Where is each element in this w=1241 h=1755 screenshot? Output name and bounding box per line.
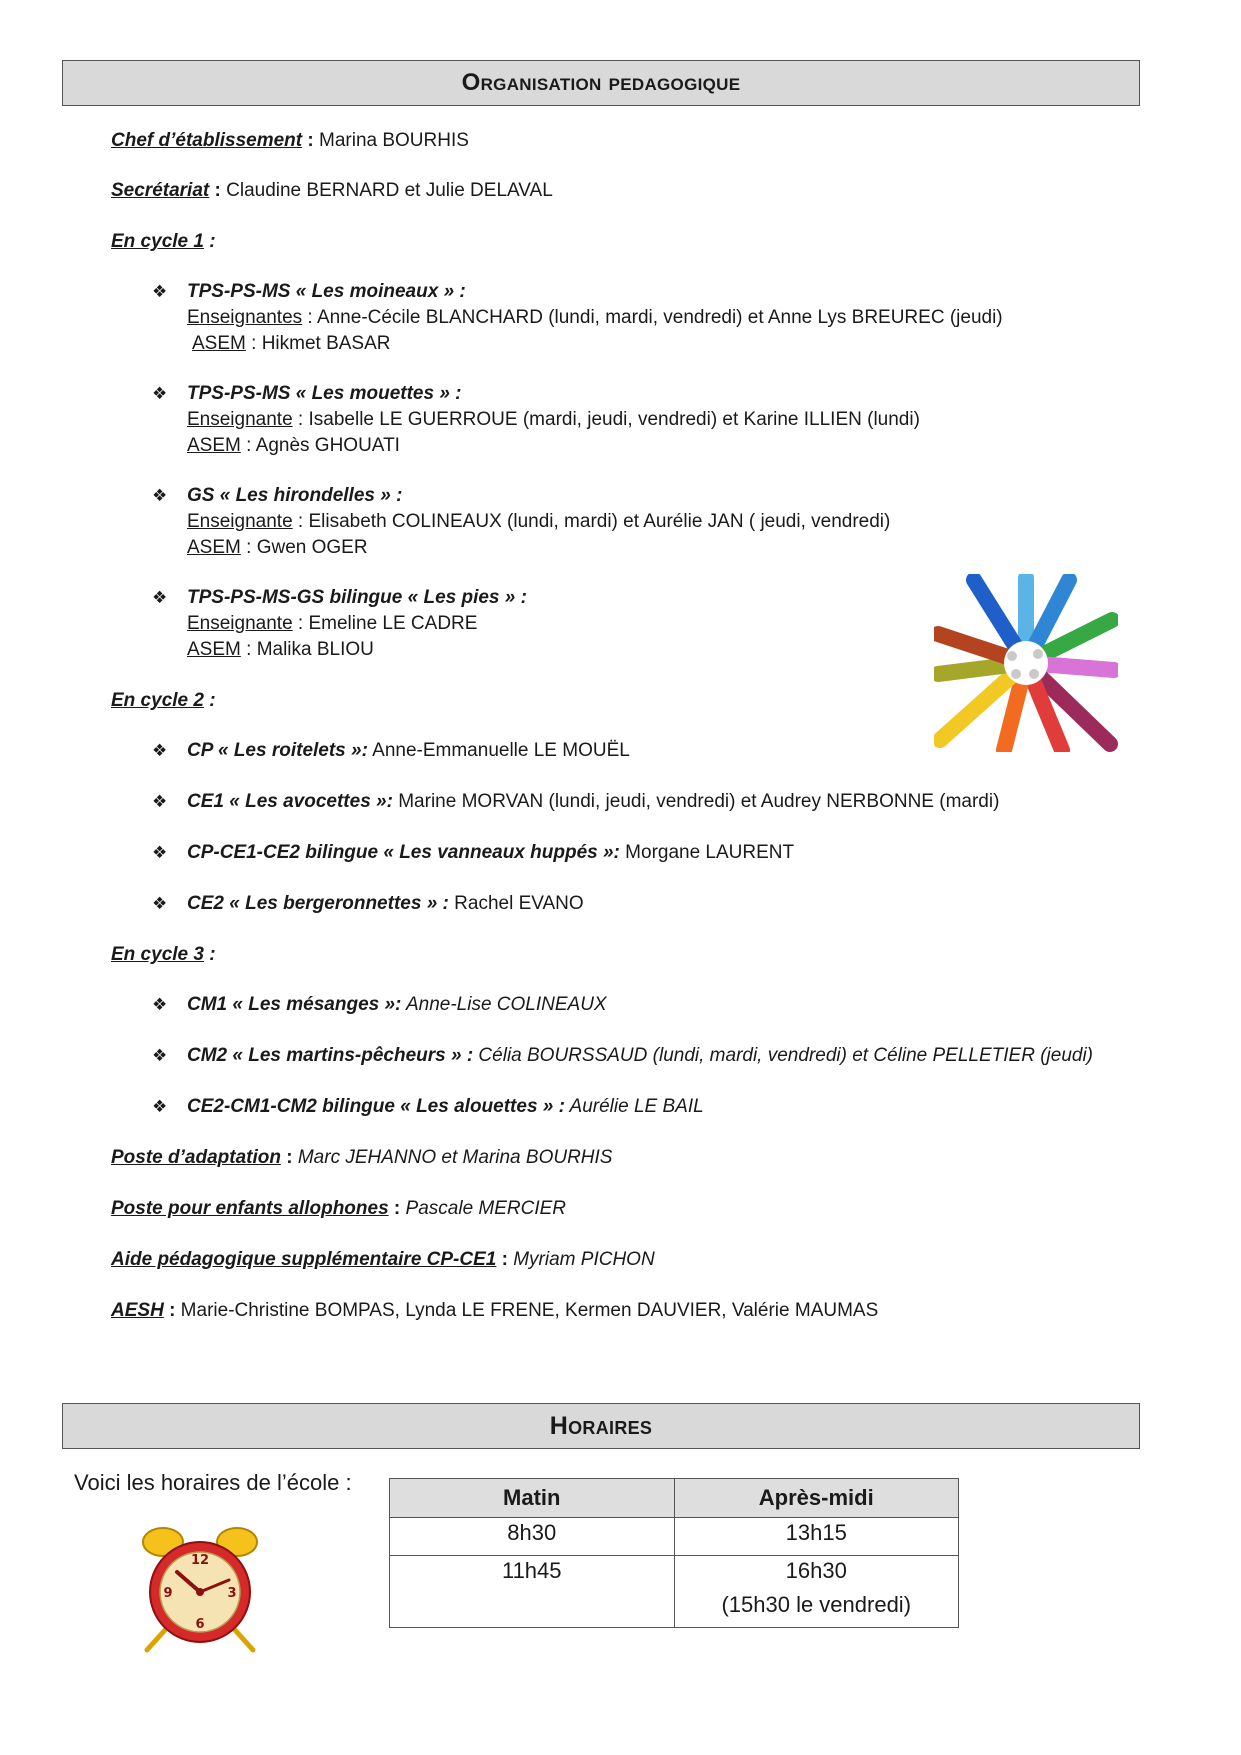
- cycle1-class-name: [187, 281, 466, 303]
- class-teacher: Anne-Lise COLINEAUX: [401, 994, 607, 1015]
- class-teacher: Morgane LAURENT: [619, 842, 795, 863]
- cycle2-class-item: [187, 791, 999, 813]
- asem-value: : Agnès GHOUATI: [240, 435, 400, 456]
- schedule-intro: Voici les horaires de l’école :: [74, 1470, 352, 1495]
- alarm-clock-illustration: [135, 1520, 265, 1655]
- allophones-value: Pascale MERCIER: [400, 1198, 567, 1219]
- schedule-cell: 13h15: [674, 1518, 959, 1556]
- class-teacher: Rachel EVANO: [448, 893, 584, 914]
- cycle1-heading: [111, 231, 216, 253]
- cycle1-class-name: [187, 587, 527, 609]
- teacher-label: Enseignante: [187, 613, 293, 634]
- diamond-bullet-icon: ❖: [152, 995, 168, 1014]
- adaptation-line: [111, 1147, 612, 1169]
- aide-value: Myriam PICHON: [507, 1249, 655, 1270]
- asem-label: ASEM: [192, 333, 246, 354]
- cycle1-class-name: [187, 485, 402, 507]
- teacher-label: Enseignantes: [187, 307, 303, 328]
- class-teacher: Marine MORVAN (lundi, jeudi, vendredi) et Audrey NERBONNE (mardi): [392, 791, 1000, 812]
- schedule-header-matin: Matin: [390, 1479, 675, 1518]
- section-banner-organisation: [62, 60, 1140, 106]
- chef-value: Marina BOURHIS: [313, 130, 469, 151]
- aide-label: Aide pédagogique supplémentaire CP-CE1: [111, 1249, 497, 1270]
- cycle3-class-item: [187, 1045, 1093, 1067]
- asem-value: : Gwen OGER: [240, 537, 368, 558]
- aesh-line: [111, 1300, 878, 1322]
- cycle2-heading-label: En cycle 2: [111, 690, 204, 711]
- class-teacher: Aurélie LE BAIL: [564, 1096, 704, 1117]
- aide-sep: :: [496, 1249, 508, 1270]
- diamond-bullet-icon: ❖: [152, 741, 168, 760]
- aesh-value: Marie-Christine BOMPAS, Lynda LE FRENE, Kermen DAUVIER, Valérie MAUMAS: [175, 1300, 879, 1321]
- diamond-bullet-icon: ❖: [152, 384, 168, 403]
- teacher-value: : Anne-Cécile BLANCHARD (lundi, mardi, vendredi) et Anne Lys BREUREC (jeudi): [302, 307, 1003, 328]
- cycle3-class-item: [187, 1096, 704, 1118]
- diamond-bullet-icon: ❖: [152, 792, 168, 811]
- svg-text:12: 12: [190, 1553, 210, 1568]
- cycle1-class-name: [187, 383, 462, 405]
- schedule-cell: 8h30: [390, 1518, 675, 1556]
- schedule-cell-text: 16h30: [785, 1558, 847, 1583]
- section-title-horaires: Horaires: [549, 1411, 653, 1440]
- allophones-label: Poste pour enfants allophones: [111, 1198, 389, 1219]
- cycle1-heading-label: En cycle 1: [111, 231, 204, 252]
- schedule-header-row: [390, 1479, 959, 1518]
- asem-value: : Hikmet BASAR: [245, 333, 391, 354]
- class-teacher: Célia BOURSSAUD (lundi, mardi, vendredi) et Céline PELLETIER (jeudi): [473, 1045, 1094, 1066]
- class-teacher: Anne-Emmanuelle LE MOUËL: [367, 740, 630, 761]
- chef-line: [111, 130, 469, 152]
- table-row: [390, 1518, 959, 1556]
- secretariat-value: Claudine BERNARD et Julie DELAVAL: [220, 180, 553, 201]
- cycle1-class-asem: [187, 639, 374, 661]
- asem-label: ASEM: [187, 537, 241, 558]
- schedule-cell: [674, 1556, 959, 1628]
- class-title: TPS-PS-MS « Les moineaux » :: [187, 281, 466, 302]
- secretariat-line: [111, 180, 553, 202]
- teacher-label: Enseignante: [187, 511, 293, 532]
- teacher-value: : Isabelle LE GUERROUE (mardi, jeudi, vendredi) et Karine ILLIEN (lundi): [292, 409, 920, 430]
- chef-sep: :: [302, 130, 314, 151]
- cycle2-class-item: [187, 893, 584, 915]
- section-banner-horaires: [62, 1403, 1140, 1449]
- diamond-bullet-icon: ❖: [152, 486, 168, 505]
- section-title-organisation: Organisation pedagogique: [461, 69, 741, 96]
- cycle2-heading-sep: :: [203, 690, 216, 711]
- cycle1-class-teacher: [187, 307, 1003, 329]
- schedule-table: [389, 1478, 959, 1628]
- asem-value: : Malika BLIOU: [240, 639, 374, 660]
- cycle1-class-asem: [187, 537, 368, 559]
- teacher-value: : Emeline LE CADRE: [292, 613, 478, 634]
- diamond-bullet-icon: ❖: [152, 588, 168, 607]
- cycle1-class-teacher: [187, 511, 890, 533]
- schedule-header-apres-midi: Après-midi: [674, 1479, 959, 1518]
- table-row: [390, 1556, 959, 1628]
- class-title: GS « Les hirondelles » :: [187, 485, 403, 506]
- diamond-bullet-icon: ❖: [152, 1097, 168, 1116]
- secretariat-sep: :: [209, 180, 221, 201]
- svg-text:9: 9: [163, 1586, 173, 1601]
- cycle3-class-item: [187, 994, 607, 1016]
- cycle1-class-asem: [192, 333, 391, 355]
- class-title: CM2 « Les martins-pêcheurs » :: [187, 1045, 474, 1066]
- cycle1-class-teacher: [187, 409, 920, 431]
- adaptation-label: Poste d’adaptation: [111, 1147, 281, 1168]
- class-title: CP « Les roitelets »:: [187, 740, 368, 761]
- class-title: CE2 « Les bergeronnettes » :: [187, 893, 449, 914]
- allophones-line: [111, 1198, 566, 1220]
- colorful-hands-illustration: [934, 574, 1118, 752]
- allophones-sep: :: [388, 1198, 401, 1219]
- class-title: TPS-PS-MS « Les mouettes » :: [187, 383, 462, 404]
- chef-label: Chef d’établissement: [111, 130, 303, 151]
- svg-text:3: 3: [227, 1586, 237, 1601]
- cycle3-heading-sep: :: [203, 944, 216, 965]
- cycle2-class-item: [187, 842, 794, 864]
- teacher-value: : Elisabeth COLINEAUX (lundi, mardi) et Aurélie JAN ( jeudi, vendredi): [292, 511, 891, 532]
- diamond-bullet-icon: ❖: [152, 1046, 168, 1065]
- cycle1-heading-sep: :: [203, 231, 216, 252]
- aesh-label: AESH: [111, 1300, 164, 1321]
- class-title: CM1 « Les mésanges »:: [187, 994, 402, 1015]
- cycle2-heading: [111, 690, 216, 712]
- cycle3-heading: [111, 944, 216, 966]
- adaptation-value: Marc JEHANNO et Marina BOURHIS: [292, 1147, 613, 1168]
- asem-label: ASEM: [187, 639, 241, 660]
- cycle1-class-teacher: [187, 613, 477, 635]
- asem-label: ASEM: [187, 435, 241, 456]
- cycle3-heading-label: En cycle 3: [111, 944, 204, 965]
- schedule-cell: [390, 1556, 675, 1628]
- diamond-bullet-icon: ❖: [152, 843, 168, 862]
- schedule-cell-note: (15h30 le vendredi): [721, 1592, 912, 1617]
- secretariat-label: Secrétariat: [111, 180, 210, 201]
- schedule-cell-text: 11h45: [501, 1558, 562, 1583]
- teacher-label: Enseignante: [187, 409, 293, 430]
- class-title: CE2-CM1-CM2 bilingue « Les alouettes » :: [187, 1096, 565, 1117]
- aesh-sep: :: [163, 1300, 176, 1321]
- cycle2-class-item: [187, 740, 630, 762]
- cycle1-class-asem: [187, 435, 400, 457]
- class-title: CE1 « Les avocettes »:: [187, 791, 393, 812]
- svg-text:6: 6: [195, 1617, 205, 1632]
- class-title: CP-CE1-CE2 bilingue « Les vanneaux huppés »:: [187, 842, 620, 863]
- adaptation-sep: :: [280, 1147, 293, 1168]
- diamond-bullet-icon: ❖: [152, 894, 168, 913]
- class-title: TPS-PS-MS-GS bilingue « Les pies » :: [187, 587, 527, 608]
- diamond-bullet-icon: ❖: [152, 282, 168, 301]
- aide-line: [111, 1249, 655, 1271]
